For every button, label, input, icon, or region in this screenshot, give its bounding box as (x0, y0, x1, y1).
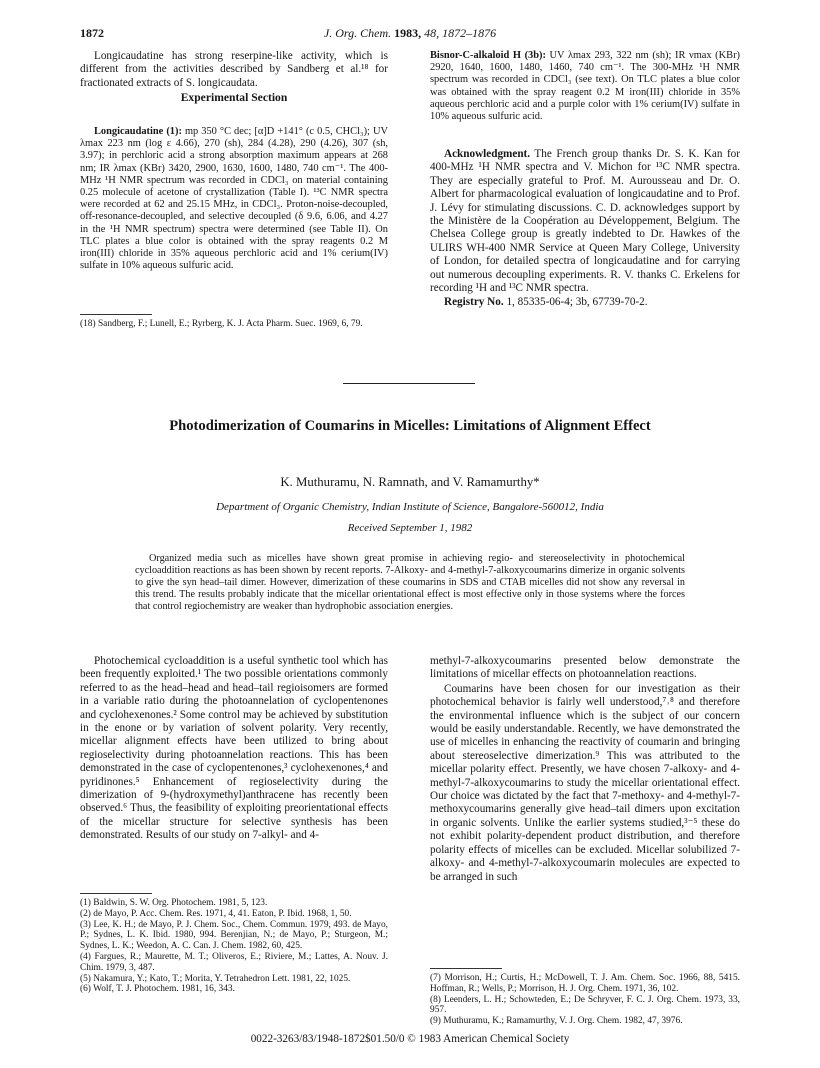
footnote-item: (8) Leenders, L. H.; Schowteden, E.; De Schryver, F. C. J. Org. Chem. 1973, 33, 957. (430, 994, 740, 1016)
footnote-rule-right (430, 968, 502, 969)
footnotes-left (80, 898, 388, 995)
experimental-text (80, 126, 388, 272)
body-left-paragraph: Photochemical cycloaddition is a useful synthetic tool which has been frequently exploited.¹ The two possible orientations commonly referred to as the head–head and head–tail regioisomers are formed in a variable ratio during the photoannelation of cyclopentenones and cyclohexenones.² Some control may be achieved by substitution in the enone or by variation of solvent polarity. Very recently, micellar alignment effects have been utilized to bring about regioselectivity during photoannelation reactions. This has been demonstrated in the case of cyclopentenones,³ cyclohexenones,⁴ and pyridinones.⁵ Enhancement of regioselectivity during the dimerization of 9-(hydroxymethyl)anthracene has recently been observed.⁶ Thus, the feasibility of exploiting preorientational effects of the micellar structure for selective synthesis has been demonstrated. Results of our study on 7-alkyl- and 4- (80, 655, 388, 842)
bisnor-paragraph (430, 50, 740, 123)
registry-body: 1, 85335-06-4; 3b, 67739-70-2. (503, 296, 648, 309)
ack-body: The French group thanks Dr. S. K. Kan for 400-MHz ¹H NMR spectra and V. Michon for ¹³C NMR spectra. They are especially grateful to Prof. M. Aurousseau and Dr. O. Albert for pharmacological evaluation of longicaudatine and to Prof. J. Lévy for stimulating discussions. C. D. acknowledges support by the Ministère de la Coopération au Développement, Belgium. The Chelsea College group is greatly indebted to Dr. Hawkes of the ULIRS WH-400 NMR Service at Queen Mary College, University of London, for detailed spectra of longicaudatine and for carrying out numerous decoupling experiments. R. V. thanks C. Erkelens for recording ¹H and ¹³C NMR spectra. (430, 148, 740, 295)
article-authors: K. Muthuramu, N. Ramnath, and V. Ramamurthy* (280, 475, 540, 489)
footnotes-right (430, 973, 740, 1027)
registry-lead: Registry No. (444, 296, 504, 309)
journal-year: 1983, (394, 26, 422, 40)
article-separator (343, 383, 475, 384)
exp-body: mp 350 °C dec; [α]D +141° (c 0.5, CHCl₃); UV λmax 223 nm (log ε 4.66), 270 (sh), 284 (4.28), 290 (4.26), 307 (sh, 3.97); in perchloric acid a strong absorption maximum appears at 268 nm; IR λmax (KBr) 3420, 2900, 1630, 1600, 1480, 740 cm⁻¹. The 400-MHz ¹H NMR spectrum was recorded in CDCl₃ on material containing 0.25 molecule of acetone of crystallization (Table I). ¹³C NMR spectra were recorded at 62 and 25.15 MHz, in CDCl₃. Proton-noise-decoupled, off-resonance-decoupled, and selective decoupled (δ 9.6, 6.06, and 4.27 in the ¹H NMR spectrum) spectra were determined (see Table II). On TLC plates a blue color is obtained with the spray reagents 0.2 M iron(III) chloride in 35% aqueous perchloric acid and 1% cerium(IV) sulfate in 10% aqueous sulfuric acid. (80, 126, 388, 272)
footnote-item: (1) Baldwin, S. W. Org. Photochem. 1981, 5, 123. (80, 898, 268, 908)
running-head (80, 26, 740, 42)
footnote-rule (80, 314, 152, 315)
article-abstract: Organized media such as micelles have shown great promise in achieving regio- and stereoselectivity in photochemical cycloaddition reactions as has been shown by recent reports. 7-Alkoxy- and 4-methyl-7-alkoxycoumarins dimerize in organic solvents to give the syn head–tail dimer. However, dimerization of these coumarins in SDS and CTAB micelles did not show any reversal in this trend. The results probably indicate that the micellar orientational effect is most effective only in those systems where the forces that control regiochemistry are weaker than hydrophobic association energies. (135, 553, 685, 613)
journal-volume: 48, (424, 26, 440, 40)
article-title: Photodimerization of Coumarins in Micelles: Limitations of Alignment Effect (169, 418, 651, 434)
article-department: Department of Organic Chemistry, Indian Institute of Science, Bangalore-560012, India (216, 501, 604, 513)
footnote-item: (7) Morrison, H.; Curtis, H.; McDowell, T. J. Am. Chem. Soc. 1966, 88, 5415. Hoffman, R.; Wells, P.; Morrison, H. J. Org. Chem. 1971, 36, 102. (430, 973, 740, 994)
bisnor-body: UV λmax 293, 322 nm (sh); IR νmax (KBr) 2920, 1640, 1600, 1480, 1460, 740 cm⁻¹. The 300-MHz ¹H NMR spectrum was recorded in CDCl₃ (see text). On TLC plates a blue color was obtained with the spray reagent 0.2 M iron(III) chloride in 35% aqueous perchloric acid and a purple color with 1% cerium(IV) sulfate in 10% aqueous sulfuric acid. (430, 50, 741, 123)
footnote-18: (18) Sandberg, F.; Lunell, E.; Ryrberg, K. J. Acta Pharm. Suec. 1969, 6, 79. (80, 319, 363, 329)
footnote-rule-left (80, 893, 152, 894)
journal-citation (80, 26, 740, 41)
page-number: 1872 (80, 26, 104, 40)
journal-name: J. Org. Chem. (323, 26, 392, 40)
acknowledgment (430, 148, 740, 311)
footnote-item: (4) Fargues, R.; Maurette, M. T.; Oliveros, E.; Riviere, M.; Lattes, A. Nouv. J. Chim. 1979, 3, 487. (80, 951, 388, 973)
exp-lead: Longicaudatine (1): (94, 126, 182, 137)
prev-intro-paragraph: Longicaudatine has strong reserpine-like activity, which is different from the activities described by Sandberg et al.¹⁸ for fractionated extracts of S. longicaudata. (80, 50, 388, 89)
footnote-item: (5) Nakamura, Y.; Kato, T.; Morita, Y. Tetrahedron Lett. 1981, 22, 1025. (80, 973, 351, 984)
footnote-item: (3) Lee, K. H.; de Mayo, P. J. Chem. Soc., Chem. Commun. 1979, 493. de Mayo, P.; Sydnes, L. K. Ibid. 1980, 994. Berenjian, N.; de Mayo, P.; Sturgeon, M.; Sydnes, L. K.; Weedon, A. C. Can. J. Chem. 1982, 60, 425. (80, 919, 388, 952)
experimental-section-heading: Experimental Section (180, 91, 288, 105)
footnote-item: (9) Muthuramu, K.; Ramamurthy, V. J. Org. Chem. 1982, 47, 3976. (430, 1016, 683, 1027)
body-right-paragraph-1: methyl-7-alkoxycoumarins presented below demonstrate the limitations of micellar effects on photoannelation reactions. (430, 655, 740, 681)
prev-article-left-column (80, 50, 388, 106)
footnote-item: (2) de Mayo, P. Acc. Chem. Res. 1971, 4, 41. Eaton, P. Ibid. 1968, 1, 50. (80, 908, 352, 919)
body-right-column (430, 655, 740, 885)
body-right-paragraph-2: Coumarins have been chosen for our investigation as their photochemical behavior is fairly well understood,⁷˒⁸ and therefore the environmental influence which is the subject of our concern would be easily understandable. Recently, we have demonstrated the use of micelles in enhancing the reactivity of coumarin and bringing about stereoselective dimerization.⁹ This was attributed to the micellar polarity effect. Presently, we have chosen 7-alkoxy- and 4-methyl-7-alkoxycoumarins to study the micellar orientational effect. Our choice was dictated by the fact that 7-methoxy- and 4-methyl-7-methoxycoumarins generally give head–tail dimers upon excitation in organic solvents. Unlike the earlier systems studied,³⁻⁵ these do not exhibit polarity-dependent product distribution, and therefore polarity effects of micelles can be excluded. Micellar solubilized 7-alkoxy- and 4-methyl-7-alkoxycoumarin molecules are expected to be arranged in such (430, 682, 740, 883)
ack-lead: Acknowledgment. (444, 148, 531, 160)
page-footer: 0022-3263/83/1948-1872$01.50/0 © 1983 American Chemical Society (250, 1033, 570, 1045)
prev-footnotes (80, 319, 388, 330)
bisnor-lead: Bisnor-C-alkaloid H (3b): (430, 50, 546, 61)
footnote-item: (6) Wolf, T. J. Photochem. 1981, 16, 343. (80, 984, 235, 995)
journal-pages: 1872–1876 (442, 26, 497, 40)
body-left-column (80, 655, 388, 844)
article-received-date: Received September 1, 1982 (347, 522, 473, 534)
